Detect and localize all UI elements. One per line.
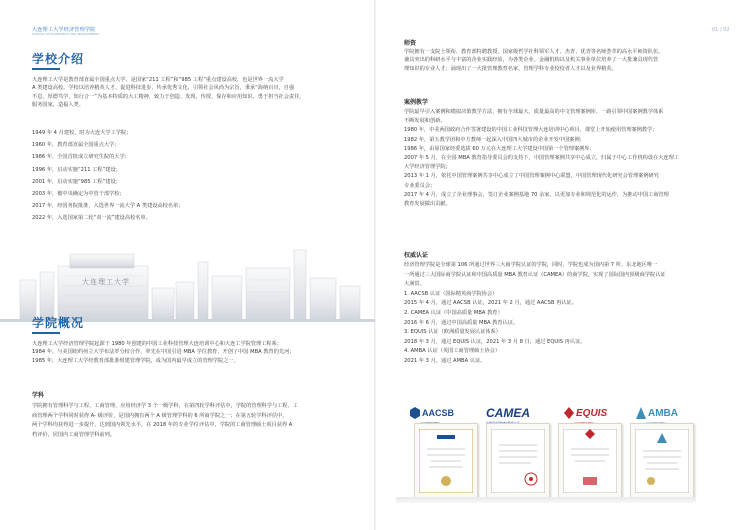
case-item: 2013 年 1 月，依托中国管理案例共享中心成立了中国管理案例中心联盟，中国管理现代化研究会管理案例研究 bbox=[404, 173, 659, 180]
text-line: 大满贯。 bbox=[404, 281, 425, 288]
heading-underline bbox=[32, 332, 60, 334]
accreditation-logos bbox=[398, 406, 698, 420]
text-line: 大连理工大学是教育部直属全国重点大学，是国家“211 工程”和“985 工程”重点建设高校，也是世界一流大学 bbox=[32, 77, 284, 83]
case-teaching-paragraph bbox=[404, 108, 724, 209]
school-intro-heading: 学校介绍 bbox=[32, 52, 85, 66]
case-item: 1986 年，由原国家经委选拔 60 万元在大连理工大学建设中国第一个管理案例库； bbox=[404, 145, 595, 152]
equis-emblem-icon bbox=[564, 407, 574, 419]
timeline-item: 2001 年，启动实施“985 工程”建设； bbox=[32, 178, 121, 185]
text-line: 1984 年，与美国纽约州立大学布法罗分校合作，率先在中国引进 MBA 学位教育，开创了中国 MBA 教育的先河； bbox=[32, 349, 295, 356]
school-intro-paragraph bbox=[32, 76, 352, 110]
text-line: 兼具突出的科研水平与丰富的企业实践经验，为各类企业、金融机构以及机关事业单位培养了一大批兼具现代管 bbox=[404, 57, 659, 64]
certificate-image bbox=[491, 429, 545, 493]
gate-inscription: 大连理工大学 bbox=[82, 278, 130, 286]
text-line: 1985 年，大连理工大学经教育部批准组建管理学院，成为国内最早成立的管理学院之一。 bbox=[32, 357, 239, 364]
accreditation-item: 1. AACSB 认证（国际精英商学院协会） bbox=[404, 290, 498, 297]
equis-certificate bbox=[558, 423, 622, 499]
discipline-paragraph bbox=[32, 402, 362, 440]
header-subtitle: SCHOOL OF ECONOMICS AND MANAGEMENT bbox=[32, 32, 100, 36]
case-item: 专业委员会； bbox=[404, 182, 436, 189]
text-line: 商管理两个学科同时获得 A- 级评价，是国内拥有两个 A 级管理学科的 6 所商学院之一；在第五轮学科评估中， bbox=[32, 412, 288, 419]
case-item: 2007 年 5 月，在全国 MBA 教育指导委员会的支持下，中国管理案例共享中心成立，归属于中心工作机构设在大连理工 bbox=[404, 155, 679, 162]
text-line: 学院拥有一支院士领衔、教育部特聘教授、国家级哲学社科领军人才、杰青、优青等名师荟萃的高水平师资队伍。 bbox=[404, 49, 664, 55]
aacsb-logo bbox=[410, 406, 454, 420]
header-title: 大连理工大学经济管理学院 bbox=[32, 27, 96, 33]
case-item: 2017 年 4 月，成立了企业理事会，签订企业案例基地 70 余家，以更加专业和规范化的运作，为推动中国工商管理 bbox=[404, 191, 669, 198]
college-overview-heading: 学院概况 bbox=[32, 316, 85, 330]
camea-logo bbox=[486, 406, 530, 420]
text-line: 不息，厚德笃学，知行合一”为基本特质的大工精神，致力于创造、发现、传授、保存和应用知识，勇于担当社会责任， bbox=[32, 93, 305, 100]
certificate-shelf bbox=[396, 497, 696, 503]
accreditation-item: 2021 年 3 月，通过 AMBA 认证。 bbox=[404, 357, 486, 364]
accreditation-item: 4. AMBA 认证（英国工商管理硕士协会） bbox=[404, 348, 501, 355]
camea-label: CAMEA bbox=[486, 406, 530, 420]
aacsb-certificate bbox=[414, 423, 478, 499]
accreditation-item: 2016 年 6 月，通过中国高质量 MBA 教育认证。 bbox=[404, 319, 519, 326]
discipline-title: 学科 bbox=[32, 392, 45, 399]
accreditation-item: 2. CAMEA 认证（中国高质量 MBA 教育） bbox=[404, 309, 503, 316]
text-line: 学院拥有管理科学与工程、工商管理、应用经济学 3 个一级学科，在第四轮学科评估中，学院的管理科学与工程、工 bbox=[32, 403, 298, 409]
school-timeline bbox=[32, 127, 352, 225]
faculty-title: 师资 bbox=[404, 40, 417, 47]
camea-certificate bbox=[486, 423, 550, 499]
timeline-item: 2003 年，被中央确定为中管干部学校； bbox=[32, 191, 125, 198]
amba-logo bbox=[636, 406, 678, 420]
timeline-item: 1986 年，全国首批成立研究生院的大学； bbox=[32, 154, 130, 161]
certificate-image bbox=[419, 429, 473, 493]
page-number: 01 / 02 bbox=[712, 27, 730, 33]
accreditation-paragraph bbox=[404, 261, 724, 367]
case-item: 1982 年，第五教学团和中方教师一起深入中国四大城市的企业开发中国案例； bbox=[404, 136, 585, 143]
case-teaching-title: 案例教学 bbox=[404, 99, 429, 106]
accreditation-item: 2018 年 3 月，通过 EQUIS 认证，2021 年 3 月 8 日，通过 EQUIS 再认证。 bbox=[404, 338, 586, 345]
equis-logo bbox=[564, 406, 607, 420]
text-line: 两个学科均获得进一步提升，达到国内领先水平。在 2018 年的专业学位评估中，学院的工商管理硕士项目获得 A bbox=[32, 422, 293, 429]
amba-label: AMBA bbox=[648, 407, 678, 419]
text-line: 理知识的专业人才；涌现出了一大批管理教育名家、管理学科专业佼佼者人才以及业界精英。 bbox=[404, 65, 617, 72]
text-line: 档评价，居国内工商管理学科前列。 bbox=[32, 431, 116, 438]
text-line: 学院最早引入案例和模拟决策教学方法，拥有全球最大、质量最高的中文管理案例库，一路引领中国案例教学体系 bbox=[404, 109, 664, 115]
accreditation-title: 权威认证 bbox=[404, 252, 429, 259]
text-line: 经济管理学院是全球第 106 所通过世界三大商学院认证的学院，同时，学院也成为国内第 7 所、东北地区唯一 bbox=[404, 262, 658, 268]
timeline-item: 1996 年，启动实施“211 工程”建设； bbox=[32, 166, 121, 173]
amba-emblem-icon bbox=[636, 407, 646, 419]
text-line: 大连理工大学经济管理学院起源于 1980 年创建的中国工业科技管理大连培训中心和大连工学院管理工程系； bbox=[32, 341, 282, 347]
certificate-image bbox=[563, 429, 617, 493]
certificate-image bbox=[635, 429, 689, 493]
accreditation-item: 2015 年 4 月，通过 AACSB 认证，2021 年 2 月，通过 AACSB 再认证。 bbox=[404, 300, 577, 307]
timeline-item: 1960 年，教育部直属全国重点大学； bbox=[32, 142, 120, 149]
text-line: 一所通过三大国际商学院认证和中国高质量 MBA 教育认证（CAMEA）的商学院。实现了国际国内顶级商学院认证 bbox=[404, 271, 666, 278]
text-line: 服务国家，造福人类。 bbox=[32, 102, 84, 109]
text-line: 不断发展和创新。 bbox=[404, 118, 446, 125]
aacsb-label: AACSB bbox=[422, 408, 455, 418]
timeline-item: 1949 年 4 月建校，时为大连大学工学院； bbox=[32, 130, 132, 136]
campus-skyline-illustration bbox=[0, 228, 375, 328]
amba-certificate bbox=[630, 423, 694, 499]
accreditation-item: 3. EQUIS 认证（欧洲质量发展认证体系） bbox=[404, 329, 501, 336]
heading-underline bbox=[32, 68, 60, 70]
text-line: A 类建设高校。学校以培养精英人才、促进科技进步、传承优秀文化、引领社会风尚为宗旨，秉承“海纳百川，自强 bbox=[32, 85, 295, 92]
case-item: 大学经济管理学院； bbox=[404, 164, 451, 171]
timeline-item: 2022 年，入选国家第二轮“双一流”建设高校名单。 bbox=[32, 215, 151, 222]
aacsb-emblem-icon bbox=[410, 407, 420, 419]
equis-label: EQUIS bbox=[576, 407, 608, 419]
faculty-paragraph bbox=[404, 48, 724, 73]
case-item: 1980 年，中美两国政府合作签署建设的中国工业科技管理大连培训中心项目，课堂上开始使用管理案例教学； bbox=[404, 127, 658, 134]
college-overview-paragraph bbox=[32, 340, 362, 365]
timeline-item: 2017 年，经国务院批准，入选世界一流大学 A 类建设高校名单； bbox=[32, 203, 184, 210]
case-item: 教育发展做出贡献。 bbox=[404, 201, 451, 208]
